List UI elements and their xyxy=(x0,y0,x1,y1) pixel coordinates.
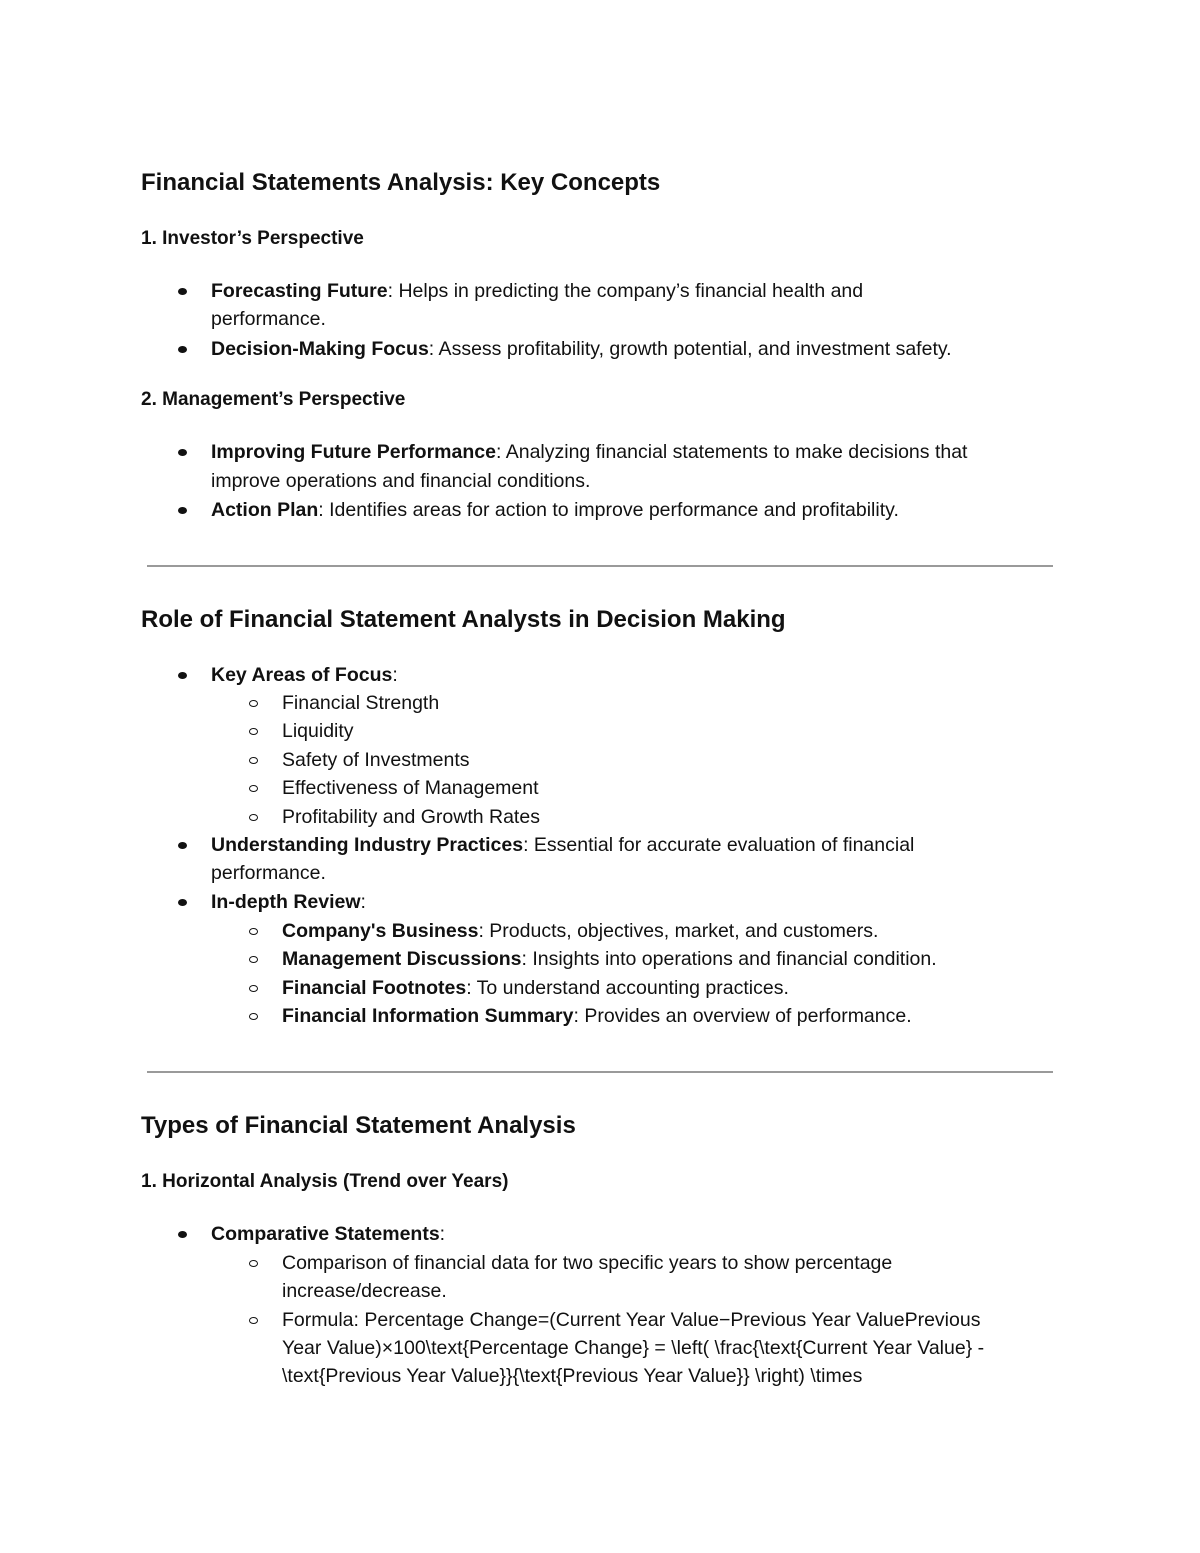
bullet-disc xyxy=(178,899,187,906)
item-text: : xyxy=(392,664,398,686)
sub-list-item-financial-information-summary xyxy=(282,1002,912,1030)
item-text: : Identifies areas for action to improve performance and profitability. xyxy=(318,499,899,521)
bullet-circle xyxy=(249,928,258,935)
item-label: Financial Footnotes xyxy=(282,977,467,999)
list-item-in-depth-review xyxy=(211,888,366,916)
list-item-understanding-industry-practices xyxy=(211,831,914,859)
item-text: : To understand accounting practices. xyxy=(466,977,789,999)
section-title-role-of-analysts: Role of Financial Statement Analysts in Decision Making xyxy=(141,606,786,633)
bullet-disc xyxy=(178,507,187,514)
list-item-forecasting-future xyxy=(211,277,863,305)
sub-list-item-continuation: Year Value)×100\text{Percentage Change} = \left( \frac{\text{Current Year Value} - xyxy=(282,1337,985,1359)
list-item-key-areas-of-focus xyxy=(211,661,398,689)
sub-list-item-management-discussions xyxy=(282,945,937,973)
list-item-continuation: performance. xyxy=(211,308,326,330)
heading-managements-perspective: 2. Management’s Perspective xyxy=(141,389,406,410)
bullet-circle xyxy=(249,700,258,707)
heading-investors-perspective: 1. Investor’s Perspective xyxy=(141,228,364,249)
sub-list-item: Effectiveness of Management xyxy=(282,777,539,799)
bullet-circle xyxy=(249,814,258,821)
list-item-action-plan xyxy=(211,496,899,524)
sub-list-item: Financial Strength xyxy=(282,692,440,714)
item-text: : Products, objectives, market, and customers. xyxy=(478,920,879,942)
bullet-circle xyxy=(249,1317,258,1324)
bullet-disc xyxy=(178,449,187,456)
bullet-circle xyxy=(249,785,258,792)
sub-list-item-companys-business xyxy=(282,917,878,945)
sub-list-item-continuation: \text{Previous Year Value}}{\text{Previous Year Value}} \right) \times xyxy=(282,1365,863,1387)
sub-list-item: Liquidity xyxy=(282,720,354,742)
sub-list-item-financial-footnotes xyxy=(282,974,789,1002)
bullet-circle xyxy=(249,985,258,992)
bullet-circle xyxy=(249,1260,258,1267)
bullet-disc xyxy=(178,842,187,849)
item-text: : Provides an overview of performance. xyxy=(573,1005,912,1027)
list-item-improving-future-performance xyxy=(211,438,967,466)
sub-list-item-continuation: increase/decrease. xyxy=(282,1280,447,1302)
item-text: : Helps in predicting the company’s financial health and xyxy=(387,280,864,302)
section-title-types-of-analysis: Types of Financial Statement Analysis xyxy=(141,1112,576,1139)
list-item-decision-making-focus xyxy=(211,335,952,363)
bullet-circle xyxy=(249,1013,258,1020)
bullet-circle xyxy=(249,757,258,764)
item-text: : xyxy=(360,891,366,913)
item-text: : Analyzing financial statements to make decisions that xyxy=(495,441,968,463)
bullet-circle xyxy=(249,728,258,735)
item-text: : xyxy=(439,1223,446,1245)
item-label: Company's Business xyxy=(282,920,479,942)
item-label: Management Discussions xyxy=(282,948,522,970)
list-item-continuation: improve operations and financial conditions. xyxy=(211,470,591,492)
horizontal-divider xyxy=(147,1071,1053,1073)
item-label: Decision-Making Focus xyxy=(211,338,429,360)
item-label: Action Plan xyxy=(211,499,319,521)
item-label: Comparative Statements xyxy=(211,1223,440,1245)
list-item-continuation: performance. xyxy=(211,862,326,884)
bullet-circle xyxy=(249,956,258,963)
bullet-disc xyxy=(178,1231,187,1238)
item-label: Forecasting Future xyxy=(211,280,388,302)
item-label: Key Areas of Focus xyxy=(211,664,393,686)
item-label: Financial Information Summary xyxy=(282,1005,574,1027)
item-label: Improving Future Performance xyxy=(211,441,496,463)
item-text: : Essential for accurate evaluation of financial xyxy=(523,834,915,856)
bullet-disc xyxy=(178,346,187,353)
heading-horizontal-analysis: 1. Horizontal Analysis (Trend over Years) xyxy=(141,1171,509,1192)
item-label: Understanding Industry Practices xyxy=(211,834,524,856)
sub-list-item-comparison: Comparison of financial data for two specific years to show percentage xyxy=(282,1252,893,1274)
list-item-comparative-statements xyxy=(211,1220,445,1248)
item-text: : Insights into operations and financial condition. xyxy=(521,948,937,970)
bullet-disc xyxy=(178,672,187,679)
sub-list-item-formula: Formula: Percentage Change=(Current Year Value−Previous Year ValuePrevious xyxy=(282,1309,981,1331)
section-title-key-concepts: Financial Statements Analysis: Key Concepts xyxy=(141,169,661,196)
item-label: In-depth Review xyxy=(211,891,361,913)
sub-list-item: Profitability and Growth Rates xyxy=(282,806,540,828)
item-text: : Assess profitability, growth potential, and investment safety. xyxy=(428,338,952,360)
sub-list-item: Safety of Investments xyxy=(282,749,470,771)
bullet-disc xyxy=(178,288,187,295)
horizontal-divider xyxy=(147,565,1053,567)
